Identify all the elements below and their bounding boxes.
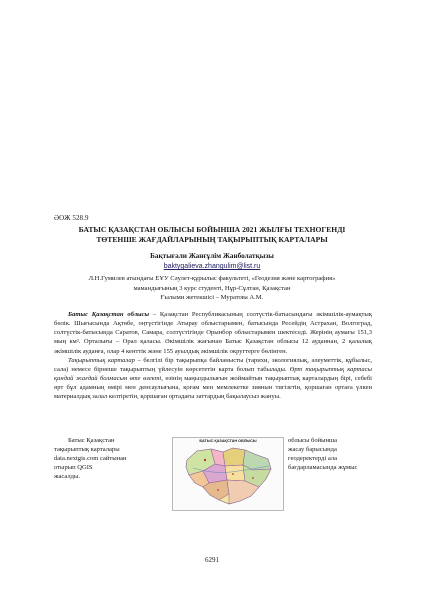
p2-italic: Өрт тақырыптық картасы қандай жағдай болмасын өте өзекті, xyxy=(54,365,372,383)
p3-line-2b: жасау барысында xyxy=(288,446,337,453)
p3-line-3a: data.nextgis.com сайтынан xyxy=(54,455,127,462)
p1-text: – Қазақстан Республикасының солтүстік-батысындағы әкімшілік-аумақтық бөлік. Шығысында Ақтөбе, оңтүстігінде Атырау облыстарымен, батысында Ресейдің Астрахан, Волгоград, солтүстік-батысында Саратов, Самара, солтүстігінде Орынбор облыстарымен шектеседі. Жерінің аумағы 151,3 мың км². Орталығы – Орал қаласы. Әкімшілік жағынан Батыс Қазақстан облысы 12 ауданнан, 2 қалалық әкімшілік ауданға, олар 4 кенттік және 155 ауылдық әкімшілік округтерге бөлінген. xyxy=(54,311,372,355)
page-number: 6291 xyxy=(205,556,219,564)
region-map-figure xyxy=(172,437,284,511)
p2-text-b: өзінің маңыздылығын жоймайтын тақырыптық карталардың бірі, себебі өрт бұл адамның өмірі мен денсаулығына, қоғам мен мемлекетке зиянын тигізетін, қоршаған ортаға үлкен материалдық залал келтіретін, қоршаған ортадағы заттардың бақылаусыз жануы. xyxy=(54,375,372,401)
p3-line-4b: бағдарламасында жұмыс xyxy=(288,464,358,471)
article-title xyxy=(40,225,384,245)
affiliation-line-2: мамандығының 3 курс студенті, Нұр-Сұлтан, Қазақстан xyxy=(133,284,291,292)
article-body xyxy=(54,310,372,402)
p3-line-3b: геодеректерді ала xyxy=(288,455,337,462)
affiliation-line-3: Ғылыми жетекшісі – Муратова А.М. xyxy=(160,294,264,302)
p3-line-1b: облысы бойынша xyxy=(288,437,338,444)
p3-line-4a: отырып QGIS xyxy=(54,464,93,471)
p2-lead: Тақырыптық карталар xyxy=(68,356,135,364)
affiliation-line-1: Л.Н.Гумилев атындағы ЕҰУ Сәулет-құрылыс факультеті, «Геодезия және картография» xyxy=(88,275,336,282)
p3-line-1a: Батыс Қазақстан xyxy=(68,437,115,444)
p3-line-5a: жасалды. xyxy=(54,473,81,480)
title-line-2: ТӨТЕНШЕ ЖАҒДАЙЛАРЫНЫҢ ТАҚЫРЫПТЫҚ КАРТАЛАРЫ xyxy=(96,235,328,244)
author-name: Бақтығали Жанғұлім Жанболатқызы xyxy=(150,252,274,260)
map-title: БАТЫС ҚАЗАҚСТАН ОБЛЫСЫ xyxy=(199,439,257,443)
p3-line-2a: тақырыптық карталары xyxy=(54,446,120,453)
p2-text-a: – белгілі бір тақырыпқа байланысты (тарихи, экологиялық, әлеуметтік, құбылыс, сала) немесе бірнеше тақырыптың үйлесуін көрсететін карта болып табылады. xyxy=(54,356,372,373)
paragraph-2 xyxy=(54,356,372,402)
udk-code: ӘОЖ 528.9 xyxy=(54,214,89,222)
author-email-link[interactable]: baktygalieva.zhangulim@list.ru xyxy=(163,263,261,270)
p1-lead: Батыс Қазақстан облысы xyxy=(68,311,150,318)
title-line-1: БАТЫС ҚАЗАҚСТАН ОБЛЫСЫ БОЙЫНША 2021 ЖЫЛҒЫ ТЕХНОГЕНДІ xyxy=(78,225,346,234)
affiliation xyxy=(40,274,384,303)
paragraph-1 xyxy=(54,310,372,356)
region-map-image xyxy=(173,438,283,510)
